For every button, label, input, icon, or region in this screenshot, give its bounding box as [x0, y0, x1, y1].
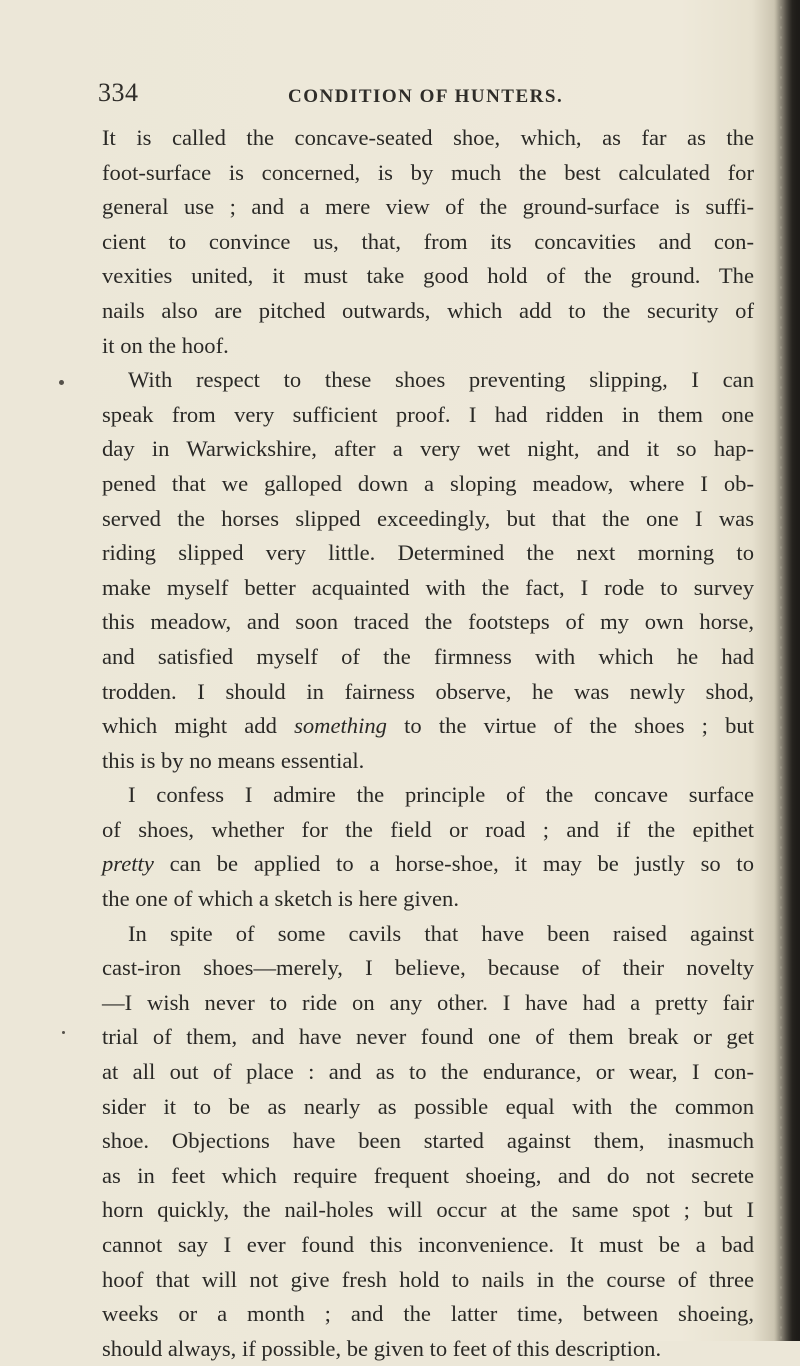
- text-line: riding slipped very little. Determined the next morning to: [102, 540, 754, 566]
- text-line: day in Warwickshire, after a very wet night, and it so hap-: [102, 436, 754, 462]
- text-line: I confess I admire the principle of the concave surface: [128, 782, 754, 808]
- text-line: shoe. Objections have been started against them, inasmuch: [102, 1128, 754, 1154]
- text-line: should always, if possible, be given to feet of this description.: [102, 1335, 662, 1361]
- page-header: [98, 72, 738, 112]
- italic-word: pretty: [102, 851, 154, 877]
- text-line: cannot say I ever found this inconvenience. It must be a bad: [102, 1232, 754, 1257]
- italic-word: something: [294, 713, 387, 739]
- text-line: of shoes, whether for the field or road ; and if the epithet: [102, 816, 754, 842]
- page-number: 334: [98, 78, 139, 107]
- text-line: vexities united, it must take good hold of the ground. The: [102, 263, 754, 289]
- text-line: foot-surface is concerned, is by much the best calculated for: [102, 159, 754, 185]
- text-line: served the horses slipped exceedingly, but that the one I was: [102, 505, 754, 531]
- text-line: pened that we galloped down a sloping meadow, where I ob-: [102, 470, 754, 496]
- text-line: sider it to be as nearly as possible equal with the common: [102, 1093, 754, 1119]
- text-line: this is by no means essential.: [102, 747, 365, 773]
- text-line: In spite of some cavils that have been raised against: [128, 920, 754, 946]
- page-binding-edge: [774, 0, 800, 1341]
- body-text: [102, 121, 754, 1366]
- text-line: —I wish never to ride on any other. I have had a pretty fair: [102, 989, 754, 1015]
- text-line: make myself better acquainted with the fact, I rode to survey: [102, 574, 754, 600]
- text-line: trodden. I should in fairness observe, he was newly shod,: [102, 678, 754, 704]
- text-line: hoof that will not give fresh hold to nails in the course of three: [102, 1266, 754, 1292]
- text-segment: which might add: [102, 713, 295, 739]
- text-line: cast-iron shoes—merely, I believe, because of their novelty: [102, 955, 754, 981]
- text-segment: can be applied to a horse-shoe, it may be justly so to: [153, 851, 754, 877]
- text-line: and satisfied myself of the firmness with which he had: [102, 643, 754, 669]
- text-line: nails also are pitched outwards, which add to the security of: [102, 297, 754, 323]
- running-head: CONDITION OF HUNTERS.: [288, 86, 564, 107]
- ink-speck: [59, 380, 64, 385]
- text-line: horn quickly, the nail-holes will occur at the same spot ; but I: [102, 1197, 754, 1223]
- text-line: it on the hoof.: [102, 332, 229, 358]
- text-line: weeks or a month ; and the latter time, between shoeing,: [102, 1301, 754, 1327]
- text-line: speak from very sufficient proof. I had ridden in them one: [102, 401, 754, 427]
- text-line: as in feet which require frequent shoeing, and do not secrete: [102, 1162, 754, 1188]
- text-line: trial of them, and have never found one of them break or get: [102, 1024, 754, 1050]
- text-line: It is called the concave-seated shoe, which, as far as the: [102, 125, 754, 150]
- text-line: cient to convince us, that, from its concavities and con-: [102, 228, 754, 254]
- text-line: With respect to these shoes preventing slipping, I can: [128, 367, 754, 393]
- text-line: [102, 847, 754, 882]
- text-line: [102, 709, 754, 744]
- ink-speck: [62, 1031, 65, 1034]
- text-line: general use ; and a mere view of the ground-surface is suffi-: [102, 194, 754, 220]
- text-line: the one of which a sketch is here given.: [102, 886, 459, 912]
- text-segment: to the virtue of the shoes ; but: [386, 713, 754, 739]
- text-line: this meadow, and soon traced the footsteps of my own horse,: [102, 609, 754, 635]
- text-line: at all out of place : and as to the endurance, or wear, I con-: [102, 1059, 754, 1085]
